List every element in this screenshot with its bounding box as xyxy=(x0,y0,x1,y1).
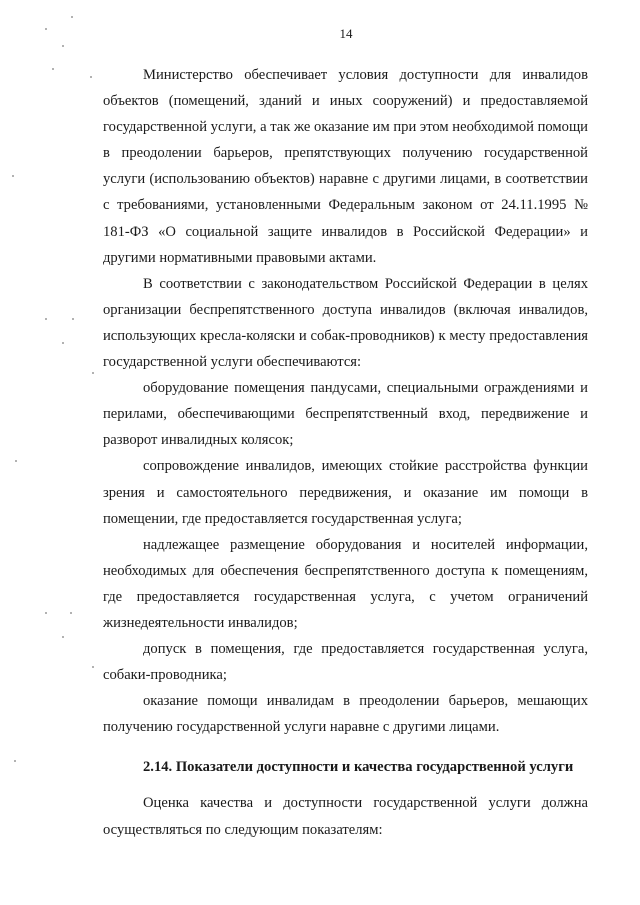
scan-speck xyxy=(62,636,64,638)
scan-speck xyxy=(45,612,47,614)
page-number: 14 xyxy=(339,26,353,41)
paragraph-quality-assessment: Оценка качества и доступности государственной услуги должна осуществляться по следующим показателям: xyxy=(103,795,588,838)
list-item-barrier-assistance: оказание помощи инвалидам в преодолении барьеров, мешающих получению государственной услуги наравне с другими лицами. xyxy=(103,693,588,736)
paragraph-accessibility-conditions: Министерство обеспечивает условия доступности для инвалидов объектов (помещений, зданий и иных сооружений) и предоставляемой государственной услуги, а так же оказание им при этом необходимой помощи в преодолении барьеров, препятствующих получению государственной услуги (использованию объектов) наравне с другими лицами, в соответствии с требованиями, установленными Федеральным законом от 24.11.1995 № 181-ФЗ «О социальной защите инвалидов в Российской Федерации» и другими нормативными правовыми актами. xyxy=(103,67,588,266)
scan-speck xyxy=(71,16,73,18)
scan-speck xyxy=(62,45,64,47)
list-item-escort: сопровождение инвалидов, имеющих стойкие расстройства функции зрения и самостоятельного передвижения, и оказание им помощи в помещении, где предоставляется государственная услуга; xyxy=(103,458,588,527)
scan-speck xyxy=(70,612,72,614)
scan-speck xyxy=(92,666,94,668)
paragraph-barrier-free-access: В соответствии с законодательством Российской Федерации в целях организации беспрепятственного доступа инвалидов (включая инвалидов, использующих кресла-коляски и собак-проводников) к месту предоставления государственной услуги обеспечиваются: xyxy=(103,275,588,371)
section-heading: 2.14. Показатели доступности и качества государственной услуги xyxy=(143,759,574,776)
scan-speck xyxy=(90,76,92,78)
list-item-ramps: оборудование помещения пандусами, специальными ограждениями и перилами, обеспечивающими беспрепятственный вход, передвижение и разворот инвалидных колясок; xyxy=(103,380,588,449)
scan-speck xyxy=(45,318,47,320)
scan-speck xyxy=(14,760,16,762)
scan-speck xyxy=(72,318,74,320)
list-item-equipment-placement: надлежащее размещение оборудования и носителей информации, необходимых для обеспечения беспрепятственного доступа к помещениям, где предоставляется государственная услуга, с учетом ограничений жизнедеятельности инвалидов; xyxy=(103,536,588,631)
scan-speck xyxy=(62,342,64,344)
scan-speck xyxy=(12,175,14,177)
scan-speck xyxy=(92,372,94,374)
scan-speck xyxy=(52,68,54,70)
scan-speck xyxy=(15,460,17,462)
list-item-guide-dog: допуск в помещения, где предоставляется государственная услуга, собаки-проводника; xyxy=(103,641,588,684)
document-body xyxy=(103,62,588,843)
